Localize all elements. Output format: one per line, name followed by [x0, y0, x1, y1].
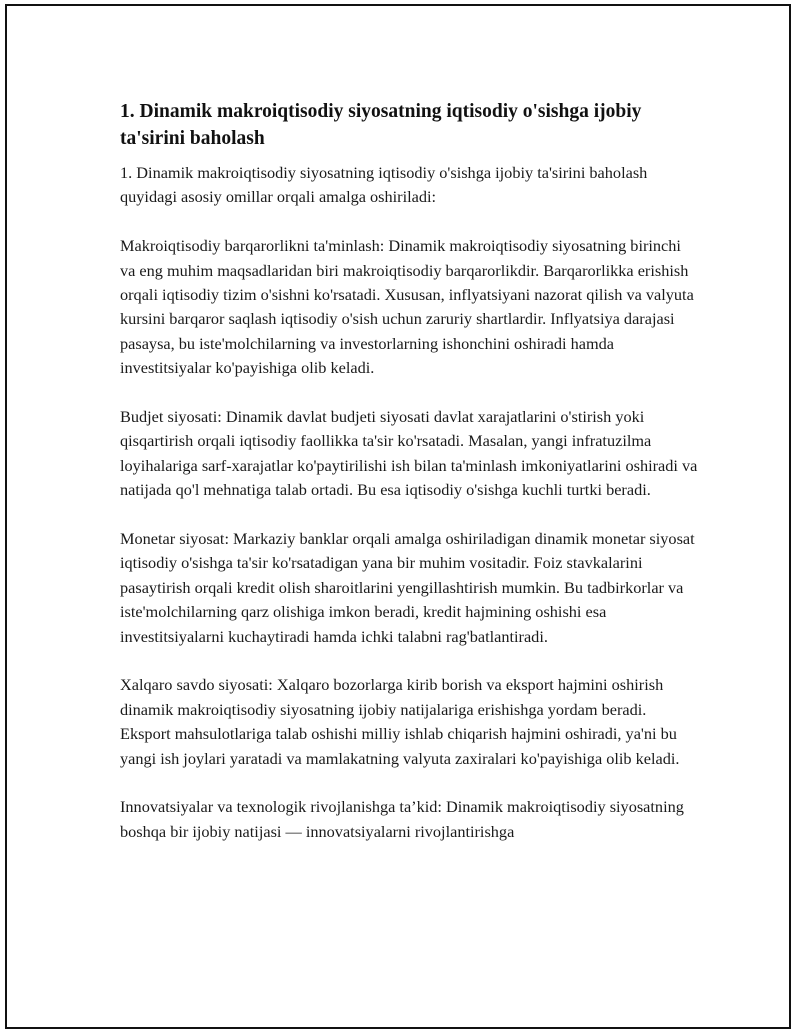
paragraph-monetary-policy: Monetar siyosat: Markaziy banklar orqali amalga oshiriladigan dinamik monetar siyosat iqtisodiy o'sishga ta'sir ko'rsatadigan yana bir muhim vositadir. Foiz stavkalarini pasaytirish orqali kredit olish sharoitlarini yengillashtirish mumkin. Bu tadbirkorlar va iste'molchilarning qarz olishiga imkon beradi, kredit hajmining oshishi esa investitsiyalarni kuchaytiradi hamda ichki talabni rag'batlantiradi.: [120, 529, 695, 646]
paragraph-trade-policy: Xalqaro savdo siyosati: Xalqaro bozorlarga kirib borish va eksport hajmini oshirish dinamik makroiqtisodiy siyosatning ijobiy natijalariga erishishga yordam beradi. Eksport mahsulotlariga talab oshishi milliy ishlab chiqarish hajmini oshiradi, ya'ni bu yangi ish joylari yaratadi va mamlakatning valyuta zaxiralari ko'payishiga olib keladi.: [120, 675, 680, 768]
paragraph-innovation: Innovatsiyalar va texnologik rivojlanishga ta’kid: Dinamik makroiqtisodiy siyosatning boshqa bir ijobiy natijasi — innovatsiyalarni rivojlantirishga: [120, 797, 684, 841]
document-body: [120, 98, 700, 869]
document-page: [5, 4, 791, 1029]
paragraph-budget-policy: Budjet siyosati: Dinamik davlat budjeti siyosati davlat xarajatlarini o'stirish yoki qisqartirish orqali iqtisodiy faollikka ta'sir ko'rsatadi. Masalan, yangi infratuzilma loyihalariga sarf-xarajatlar ko'paytirilishi ish bilan ta'minlash imkoniyatlarini oshiradi va natijada qo'l mehnatiga talab ortadi. Bu esa iqtisodiy o'sishga kuchli turtki beradi.: [120, 407, 698, 500]
paragraph-macroeconomic-stability: Makroiqtisodiy barqarorlikni ta'minlash: Dinamik makroiqtisodiy siyosatning birinchi va eng muhim maqsadlaridan biri makroiqtisodiy barqarorlikdir. Barqarorlikka erishish orqali iqtisodiy tizim o'sishni ko'rsatadi. Xususan, inflyatsiyani nazorat qilish va valyuta kursini barqaror saqlash iqtisodiy o'sish uchun zaruriy shartlardir. Inflyatsiya darajasi pasaysa, bu iste'molchilarning va investorlarning ishonchini oshiradi hamda investitsiyalar ko'payishiga olib keladi.: [120, 236, 694, 378]
intro-paragraph: 1. Dinamik makroiqtisodiy siyosatning iqtisodiy o'sishga ijobiy ta'sirini baholash quyidagi asosiy omillar orqali amalga oshiriladi:: [120, 163, 648, 207]
document-heading: 1. Dinamik makroiqtisodiy siyosatning iqtisodiy o'sishga ijobiy ta'sirini baholash: [120, 101, 642, 149]
